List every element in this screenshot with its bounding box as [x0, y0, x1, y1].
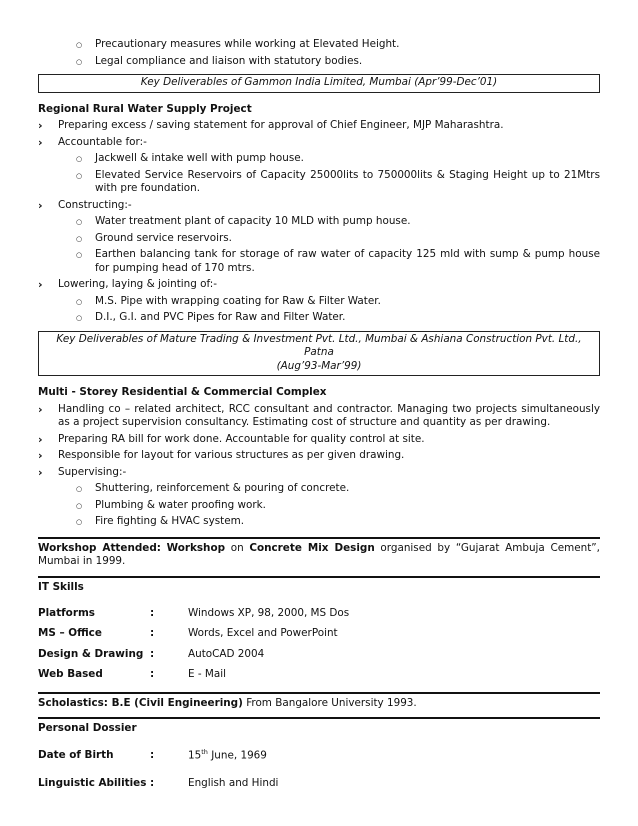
skill-row: MS – Office : Words, Excel and PowerPoint [38, 627, 338, 640]
dob-row: Date of Birth : 15th June, 1969 [38, 747, 267, 762]
sub-list [58, 482, 600, 529]
resume-page [38, 38, 600, 797]
list-item: ○ Ground service reservoirs. [58, 232, 600, 246]
workshop-topic: Concrete Mix Design [249, 541, 375, 554]
precaution-list [38, 38, 600, 68]
mature-banner-line1: Key Deliverables of Mature Trading & Investment Pvt. Ltd., Mumbai & Ashiana Construction Pvt. Ltd., Patna [56, 332, 582, 359]
sub-list [58, 215, 600, 275]
section-divider [38, 576, 600, 578]
arrow-bullet-icon: › [38, 432, 43, 446]
gammon-deliverables-list [38, 119, 600, 325]
arrow-bullet-icon: › [38, 449, 43, 463]
list-item: › Constructing:- ○ Water treatment plant of capacity 10 MLD with pump house. ○ Ground service reservoirs. ○ Earthen balancing tank for storage of raw water of capacity 125 mld with sump & pump house for pumping head of 170 mtrs. [38, 199, 600, 276]
list-item: ○ Elevated Service Reservoirs of Capacity 25000lits to 750000lits & Staging Height up to 21Mtrs with pre foundation. [58, 169, 600, 196]
list-item: ○ Jackwell & intake well with pump house. [58, 152, 600, 166]
list-item: › Responsible for layout for various structures as per given drawing. [38, 449, 405, 463]
list-item: ○ D.I., G.I. and PVC Pipes for Raw and Filter Water. [58, 311, 600, 325]
list-item: › Lowering, laying & jointing of:- ○ M.S. Pipe with wrapping coating for Raw & Filter Water. ○ D.I., G.I. and PVC Pipes for Raw and Filter Water. [38, 278, 600, 325]
list-item: ○ M.S. Pipe with wrapping coating for Raw & Filter Water. [58, 295, 600, 309]
list-item: › Accountable for:- ○ Jackwell & intake well with pump house. ○ Elevated Service Reservoirs of Capacity 25000lits to 750000lits & Staging Height up to 21Mtrs with pre foundation. [38, 136, 600, 196]
workshop-label: Workshop Attended: [38, 541, 161, 554]
list-item: ○ Water treatment plant of capacity 10 MLD with pump house. [58, 215, 600, 229]
scholastics-line: Scholastics: B.E (Civil Engineering) From Bangalore University 1993. [38, 696, 417, 709]
sub-list [58, 152, 600, 196]
arrow-bullet-icon: › [38, 278, 43, 292]
arrow-bullet-icon: › [38, 198, 43, 212]
list-item: › Handling co – related architect, RCC consultant and contractor. Managing two projects simultaneously as a project supervision consultancy. Estimating cost of structure and quantity as per drawing. [38, 402, 600, 429]
workshop-line: Workshop Attended: Workshop on Concrete Mix Design organised by “Gujarat Ambuja Cement”, Mumbai in 1999. [38, 541, 600, 568]
language-row: Linguistic Abilities : English and Hindi [38, 776, 279, 789]
mature-project-title: Multi - Storey Residential & Commercial Complex [38, 386, 327, 399]
section-divider [38, 537, 600, 539]
list-item: ○ Earthen balancing tank for storage of raw water of capacity 125 mld with sump & pump house for pumping head of 170 mtrs. [58, 248, 600, 275]
section-divider [38, 717, 600, 719]
list-item: ○ Fire fighting & HVAC system. [58, 515, 600, 529]
list-item: ○ Legal compliance and liaison with statutory bodies. [38, 55, 600, 69]
it-skills-table [38, 607, 600, 682]
section-divider [38, 692, 600, 694]
list-item: ○ Precautionary measures while working at Elevated Height. [38, 38, 600, 52]
arrow-bullet-icon: › [38, 119, 43, 133]
personal-dossier-title: Personal Dossier [38, 722, 137, 735]
arrow-bullet-icon: › [38, 402, 43, 416]
gammon-project-title: Regional Rural Water Supply Project [38, 102, 252, 115]
list-item: › Preparing excess / saving statement for approval of Chief Engineer, MJP Maharashtra. [38, 119, 504, 133]
list-item: ○ Shuttering, reinforcement & pouring of concrete. [58, 482, 600, 496]
arrow-bullet-icon: › [38, 135, 43, 149]
arrow-bullet-icon: › [38, 465, 43, 479]
scholastics-label: Scholastics: B.E (Civil Engineering) [38, 696, 243, 709]
list-item: › Supervising:- ○ Shuttering, reinforcement & pouring of concrete. ○ Plumbing & water proofing work. ○ Fire fighting & HVAC system. [38, 466, 600, 529]
list-item: › Preparing RA bill for work done. Accountable for quality control at site. [38, 432, 425, 446]
list-item: ○ Plumbing & water proofing work. [58, 499, 600, 513]
sub-list [58, 295, 600, 325]
skill-row: Web Based : E - Mail [38, 668, 227, 681]
gammon-banner: Key Deliverables of Gammon India Limited, Mumbai (Apr’99-Dec’01) [38, 74, 600, 93]
skill-row: Platforms : Windows XP, 98, 2000, MS Dos [38, 606, 350, 619]
skill-row: Design & Drawing : AutoCAD 2004 [38, 647, 265, 660]
mature-banner-line2: (Aug’93-Mar’99) [276, 359, 362, 372]
mature-banner [38, 331, 600, 377]
it-skills-title: IT Skills [38, 580, 84, 593]
mature-deliverables-list [38, 403, 600, 529]
